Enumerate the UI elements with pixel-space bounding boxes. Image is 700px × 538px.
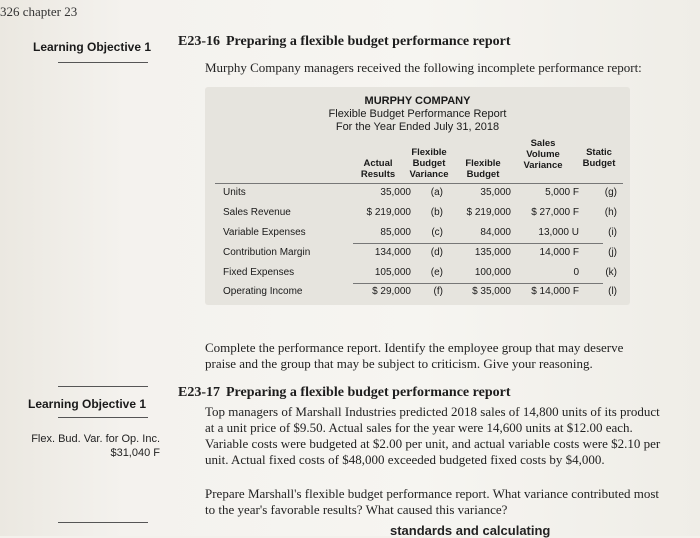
exercise-title [178, 385, 510, 401]
column-header-flexible-budget-variance: Flexible Budget Variance [409, 147, 449, 180]
divider [58, 386, 148, 387]
divider [58, 62, 148, 63]
divider [58, 417, 148, 418]
table-row: Sales Revenue $ 219,000 (b) $ 219,000 $ 27,000 F (h) [223, 207, 617, 218]
page-header: 326 chapter 23 [0, 4, 78, 19]
exercise-question: Prepare Marshall's flexible budget performance report. What variance contributed most to the year's favorable results? What caused this variance? [205, 486, 660, 517]
subtotal-rule [353, 243, 603, 244]
table-row: Variable Expenses 85,000 (c) 84,000 13,000 U (i) [223, 227, 617, 238]
cut-off-heading: standards and calculating [390, 523, 551, 538]
exercise-number: E23-16 [178, 34, 220, 49]
learning-objective-label: Learning Objective 1 [33, 40, 152, 54]
column-header-flexible-budget: Flexible Budget [465, 158, 501, 180]
header-rule [215, 183, 623, 184]
margin-note: Flex. Bud. Var. for Op. Inc. $31,040 F [31, 433, 160, 459]
column-header-actual: Actual Results [360, 158, 396, 180]
exercise-heading: Preparing a flexible budget performance report [226, 34, 511, 49]
learning-objective-label: Learning Objective 1 [28, 397, 147, 411]
exercise-title [178, 34, 510, 50]
exercise-body: Top managers of Marshall Industries predicted 2018 sales of 14,800 units of its product at a unit price of $9.50. Actual sales for the year were 14,600 units at $12.00 each. Variable costs were budgeted at $2.00 per unit, and actual variable costs were $2.10 per unit. Actual fixed costs of $48,000 exceeded budgeted fixed costs by $4,000. [205, 404, 661, 467]
report-name: Flexible Budget Performance Report [328, 108, 507, 120]
exercise-number: E23-17 [178, 385, 220, 400]
table-row: Contribution Margin 134,000 (d) 135,000 14,000 F (j) [223, 247, 617, 258]
table-row: Fixed Expenses 105,000 (e) 100,000 0 (k) [223, 267, 617, 278]
divider [58, 522, 148, 523]
table-row: Operating Income $ 29,000 (f) $ 35,000 $ 14,000 F (l) [223, 286, 617, 297]
company-name: MURPHY COMPANY [364, 95, 471, 107]
performance-report-table [205, 87, 630, 305]
exercise-intro: Murphy Company managers received the following incomplete performance report: [205, 60, 642, 75]
exercise-heading: Preparing a flexible budget performance report [226, 385, 511, 400]
table-row: Units 35,000 (a) 35,000 5,000 F (g) [223, 187, 617, 198]
column-header-sales-volume-variance: Sales Volume Variance [523, 138, 563, 171]
column-header-static-budget: Static Budget [582, 147, 616, 169]
exercise-question: Complete the performance report. Identify the employee group that may deserve praise and the group that may be subject to criticism. Give your reasoning. [205, 340, 624, 371]
report-period: For the Year Ended July 31, 2018 [335, 121, 500, 133]
